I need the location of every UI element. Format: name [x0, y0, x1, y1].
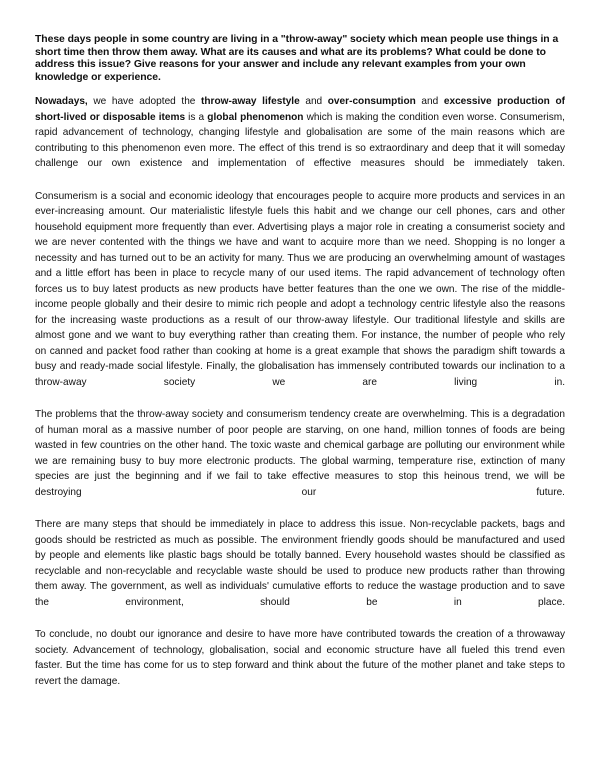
body-paragraph-solutions: There are many steps that should be immediately in place to address this issue. Non-recyclable packets, bags and goods should be restricted as much as possible. The environment friendly goods should be manufactured and used by people and elements like plastic bags should be totally banned. Every household wastes should be classified as recyclable and non-recyclable and recyclable waste should be used to produce new products rather than throwing them away. The government, as well as individuals' cumulative efforts to reduce the wastage production and to save the environment, should be in place.	[35, 519, 565, 608]
intro-text: we have adopted the	[87, 96, 202, 108]
intro-text: and	[299, 96, 328, 108]
intro-text: and	[415, 96, 444, 108]
intro-bold-overconsumption: over-consumption	[327, 96, 416, 108]
body-paragraph-causes: Consumerism is a social and economic ideology that encourages people to acquire more products and services in an ever-increasing amount. Our materialistic lifestyle fuels this habit and we change our cell phones, cars and other household equipment more frequently than ever. Advertising plays a major role in creating a consumerist society and we are never contented with the things we have and want to acquire more than we need. Shopping is no longer a necessity and has turned out to be an activity for many. Thus we are producing an overwhelming amount of wastages and a little effort has been in place to recycle many of our used items. The rapid advancement of technology often forces us to buy latest products as new products have better features than the one we own. The rise of the middle-income people globally and their desire to mimic rich people and adopt a technology centric lifestyle also the reasons for the increasing waste productions as a result of our throw-away lifestyle. Our traditional lifestyle and skills are almost gone and we want to buy everything rather than creating them. For instance, the number of people who rely on canned and packet food rather than cooking at home is a great example that shows the paradigm shift towards a busy and ready-made social lifestyle. Finally, the globalisation has immensely contributed towards our inclination to a throw-away society we are living in.	[35, 190, 565, 388]
intro-paragraph	[35, 94, 565, 172]
body-paragraph-problems: The problems that the throw-away society and consumerism tendency create are overwhelming. This is a degradation of human moral as a massive number of poor people are starving, on one hand, million tonnes of foods are being wasted in few countries on the other hand. The toxic waste and chemical garbage are polluting our environment while we are remaining busy to buy more electronic products. The global warming, temperature rise, extinction of many species are just the beginning and if we fail to take effective measures to stop this heinous trend, we will be destroying our future.	[35, 409, 565, 498]
intro-bold-phenomenon: global phenomenon	[207, 111, 304, 123]
intro-text: which is making the condition even worse. Consumerism, rapid advancement of technology, changing lifestyle and globalisation are some of the main reasons which are contributing to this phenomenon even more. The effect of this trend is so extraordinary and deep that it will someday challenge our own existence and implementation of effective measures should be immediately taken.	[35, 111, 565, 170]
conclusion-paragraph: To conclude, no doubt our ignorance and desire to have more have contributed towards the creation of a throwaway society. Advancement of technology, globalisation, social and economic structure have all fueled this trend even faster. But the time has come for us to step forward and think about the future of the mother planet and take steps to revert the damage.	[35, 629, 565, 687]
intro-bold-lifestyle: throw-away lifestyle	[201, 96, 300, 108]
intro-text: is a	[185, 111, 208, 123]
intro-bold-production: excessive production of short-lived or disposable items	[35, 96, 565, 123]
intro-bold-nowadays: Nowadays,	[35, 96, 88, 108]
essay-prompt: These days people in some country are living in a "throw-away" society which mean people use things in a short time then throw them away. What are its causes and what are its problems? What could be done to address this issue? Give reasons for your answer and include any relevant examples from your own knowledge or experience.	[35, 34, 559, 83]
